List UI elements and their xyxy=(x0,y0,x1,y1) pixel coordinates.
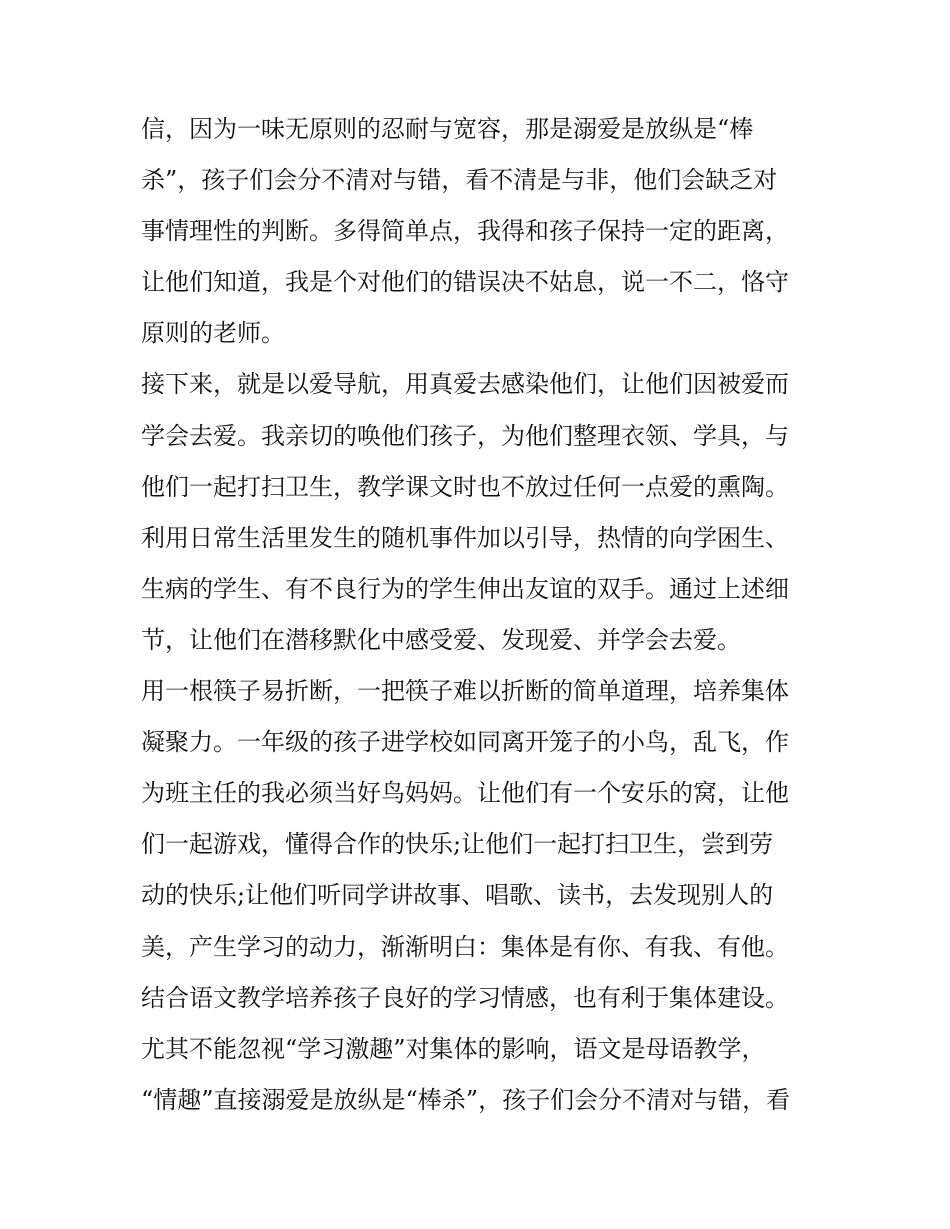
text-line: 结合语文教学培养孩子良好的学习情感，也有利于集体建设。 xyxy=(141,983,789,1012)
text-line: 让他们知道，我是个对他们的错误决不姑息，说一不二，恪守 xyxy=(141,268,789,297)
text-line: 凝聚力。一年级的孩子进学校如同离开笼子的小鸟，乱飞，作 xyxy=(141,728,789,757)
text-line: 事情理性的判断。多得简单点，我得和孩子保持一定的距离， xyxy=(141,217,789,246)
text-line: 原则的老师。 xyxy=(141,319,285,348)
text-line: 接下来，就是以爱导航，用真爱去感染他们，让他们因被爱而 xyxy=(141,370,789,399)
text-line: 他们一起打扫卫生，教学课文时也不放过任何一点爱的熏陶。 xyxy=(141,472,789,501)
text-line: 杀”，孩子们会分不清对与错，看不清是与非，他们会缺乏对 xyxy=(141,166,778,195)
body-text xyxy=(141,108,813,1130)
text-line: 学会去爱。我亲切的唤他们孩子，为他们整理衣领、学具，与 xyxy=(141,421,789,450)
text-line: 信，因为一味无原则的忍耐与宽容，那是溺爱是放纵是“棒 xyxy=(141,115,754,143)
text-line: 动的快乐;让他们听同学讲故事、唱歌、读书，去发现别人的 xyxy=(141,881,774,910)
text-line: 节，让他们在潜移默化中感受爱、发现爱、并学会去爱。 xyxy=(141,625,741,654)
text-line: 为班主任的我必须当好鸟妈妈。让他们有一个安乐的窝，让他 xyxy=(141,779,789,808)
text-line: “情趣”直接溺爱是放纵是“棒杀”，孩子们会分不清对与错，看 xyxy=(141,1085,791,1114)
text-line: 生病的学生、有不良行为的学生伸出友谊的双手。通过上述细 xyxy=(141,574,789,603)
text-line: 美，产生学习的动力，渐渐明白：集体是有你、有我、有他。 xyxy=(141,932,789,961)
text-line: 利用日常生活里发生的随机事件加以引导，热情的向学困生、 xyxy=(141,523,789,552)
text-line: 用一根筷子易折断，一把筷子难以折断的简单道理，培养集体 xyxy=(141,677,789,706)
text-line: 尤其不能忽视“学习激趣”对集体的影响，语文是母语教学， xyxy=(141,1034,766,1063)
text-line: 们一起游戏，懂得合作的快乐;让他们一起打扫卫生，尝到劳 xyxy=(141,830,774,859)
